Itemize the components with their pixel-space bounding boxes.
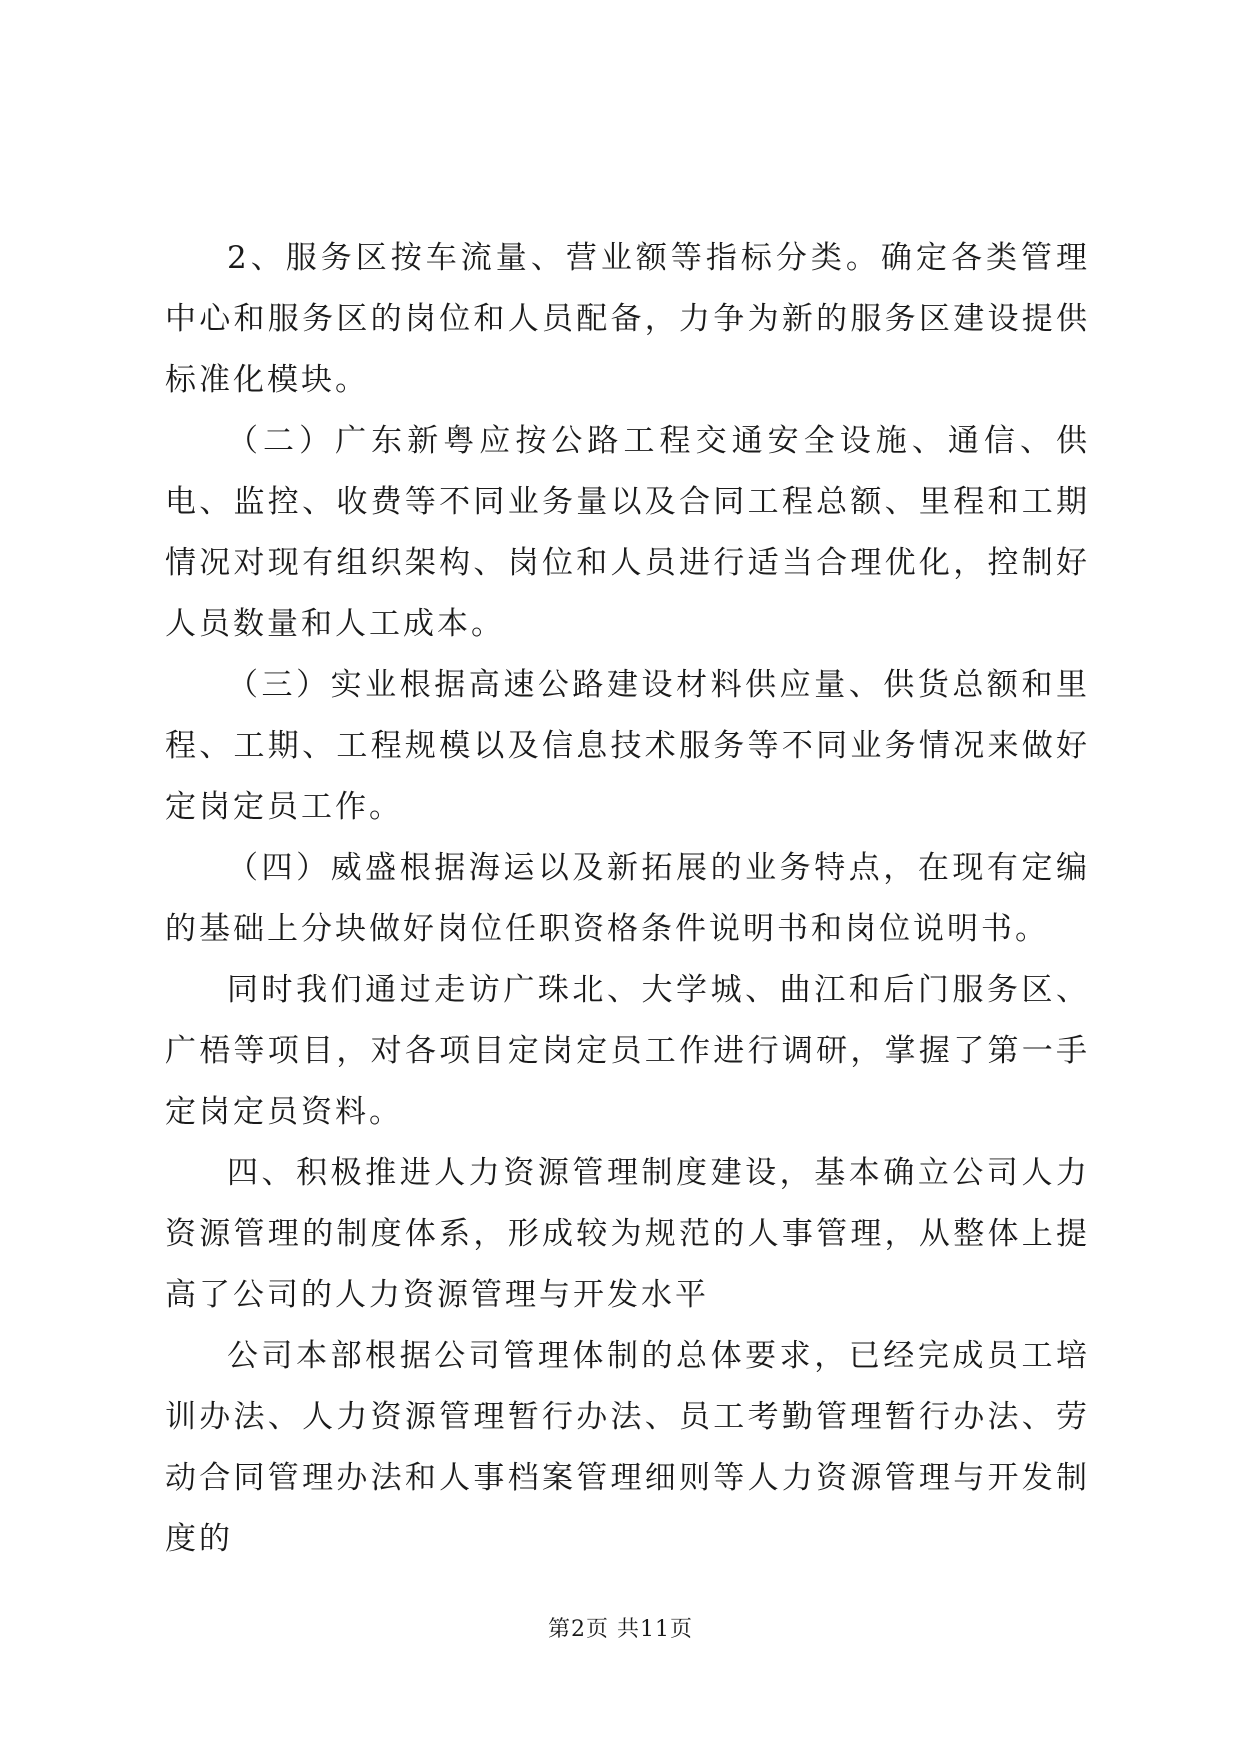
paragraph-site-visits: 同时我们通过走访广珠北、大学城、曲江和后门服务区、广梧等项目，对各项目定岗定员工作进行调研，掌握了第一手定岗定员资料。 (165, 972, 1090, 1130)
paragraph-hq-regulations: 公司本部根据公司管理体制的总体要求，已经完成员工培训办法、人力资源管理暂行办法、员工考勤管理暂行办法、劳动合同管理办法和人事档案管理细则等人力资源管理与开发制度的 (165, 1338, 1090, 1557)
paragraph-service-area-classification: 2、服务区按车流量、营业额等指标分类。确定各类管理中心和服务区的岗位和人员配备，力争为新的服务区建设提供标准化模块。 (165, 240, 1090, 398)
paragraph-industry-staffing: （三）实业根据高速公路建设材料供应量、供货总额和里程、工期、工程规模以及信息技术服务等不同业务情况来做好定岗定员工作。 (165, 667, 1090, 825)
paragraph-section-four-heading: 四、积极推进人力资源管理制度建设，基本确立公司人力资源管理的制度体系，形成较为规范的人事管理，从整体上提高了公司的人力资源管理与开发水平 (165, 1155, 1090, 1313)
paragraph-xinyue-optimization: （二）广东新粤应按公路工程交通安全设施、通信、供电、监控、收费等不同业务量以及合同工程总额、里程和工期情况对现有组织架构、岗位和人员进行适当合理优化，控制好人员数量和人工成本。 (165, 423, 1090, 642)
paragraph-weisheng-job-specs: （四）威盛根据海运以及新拓展的业务特点，在现有定编的基础上分块做好岗位任职资格条件说明书和岗位说明书。 (165, 850, 1090, 947)
page-number-footer: 第2页 共11页 (548, 1617, 693, 1642)
document-body (165, 228, 1090, 1570)
